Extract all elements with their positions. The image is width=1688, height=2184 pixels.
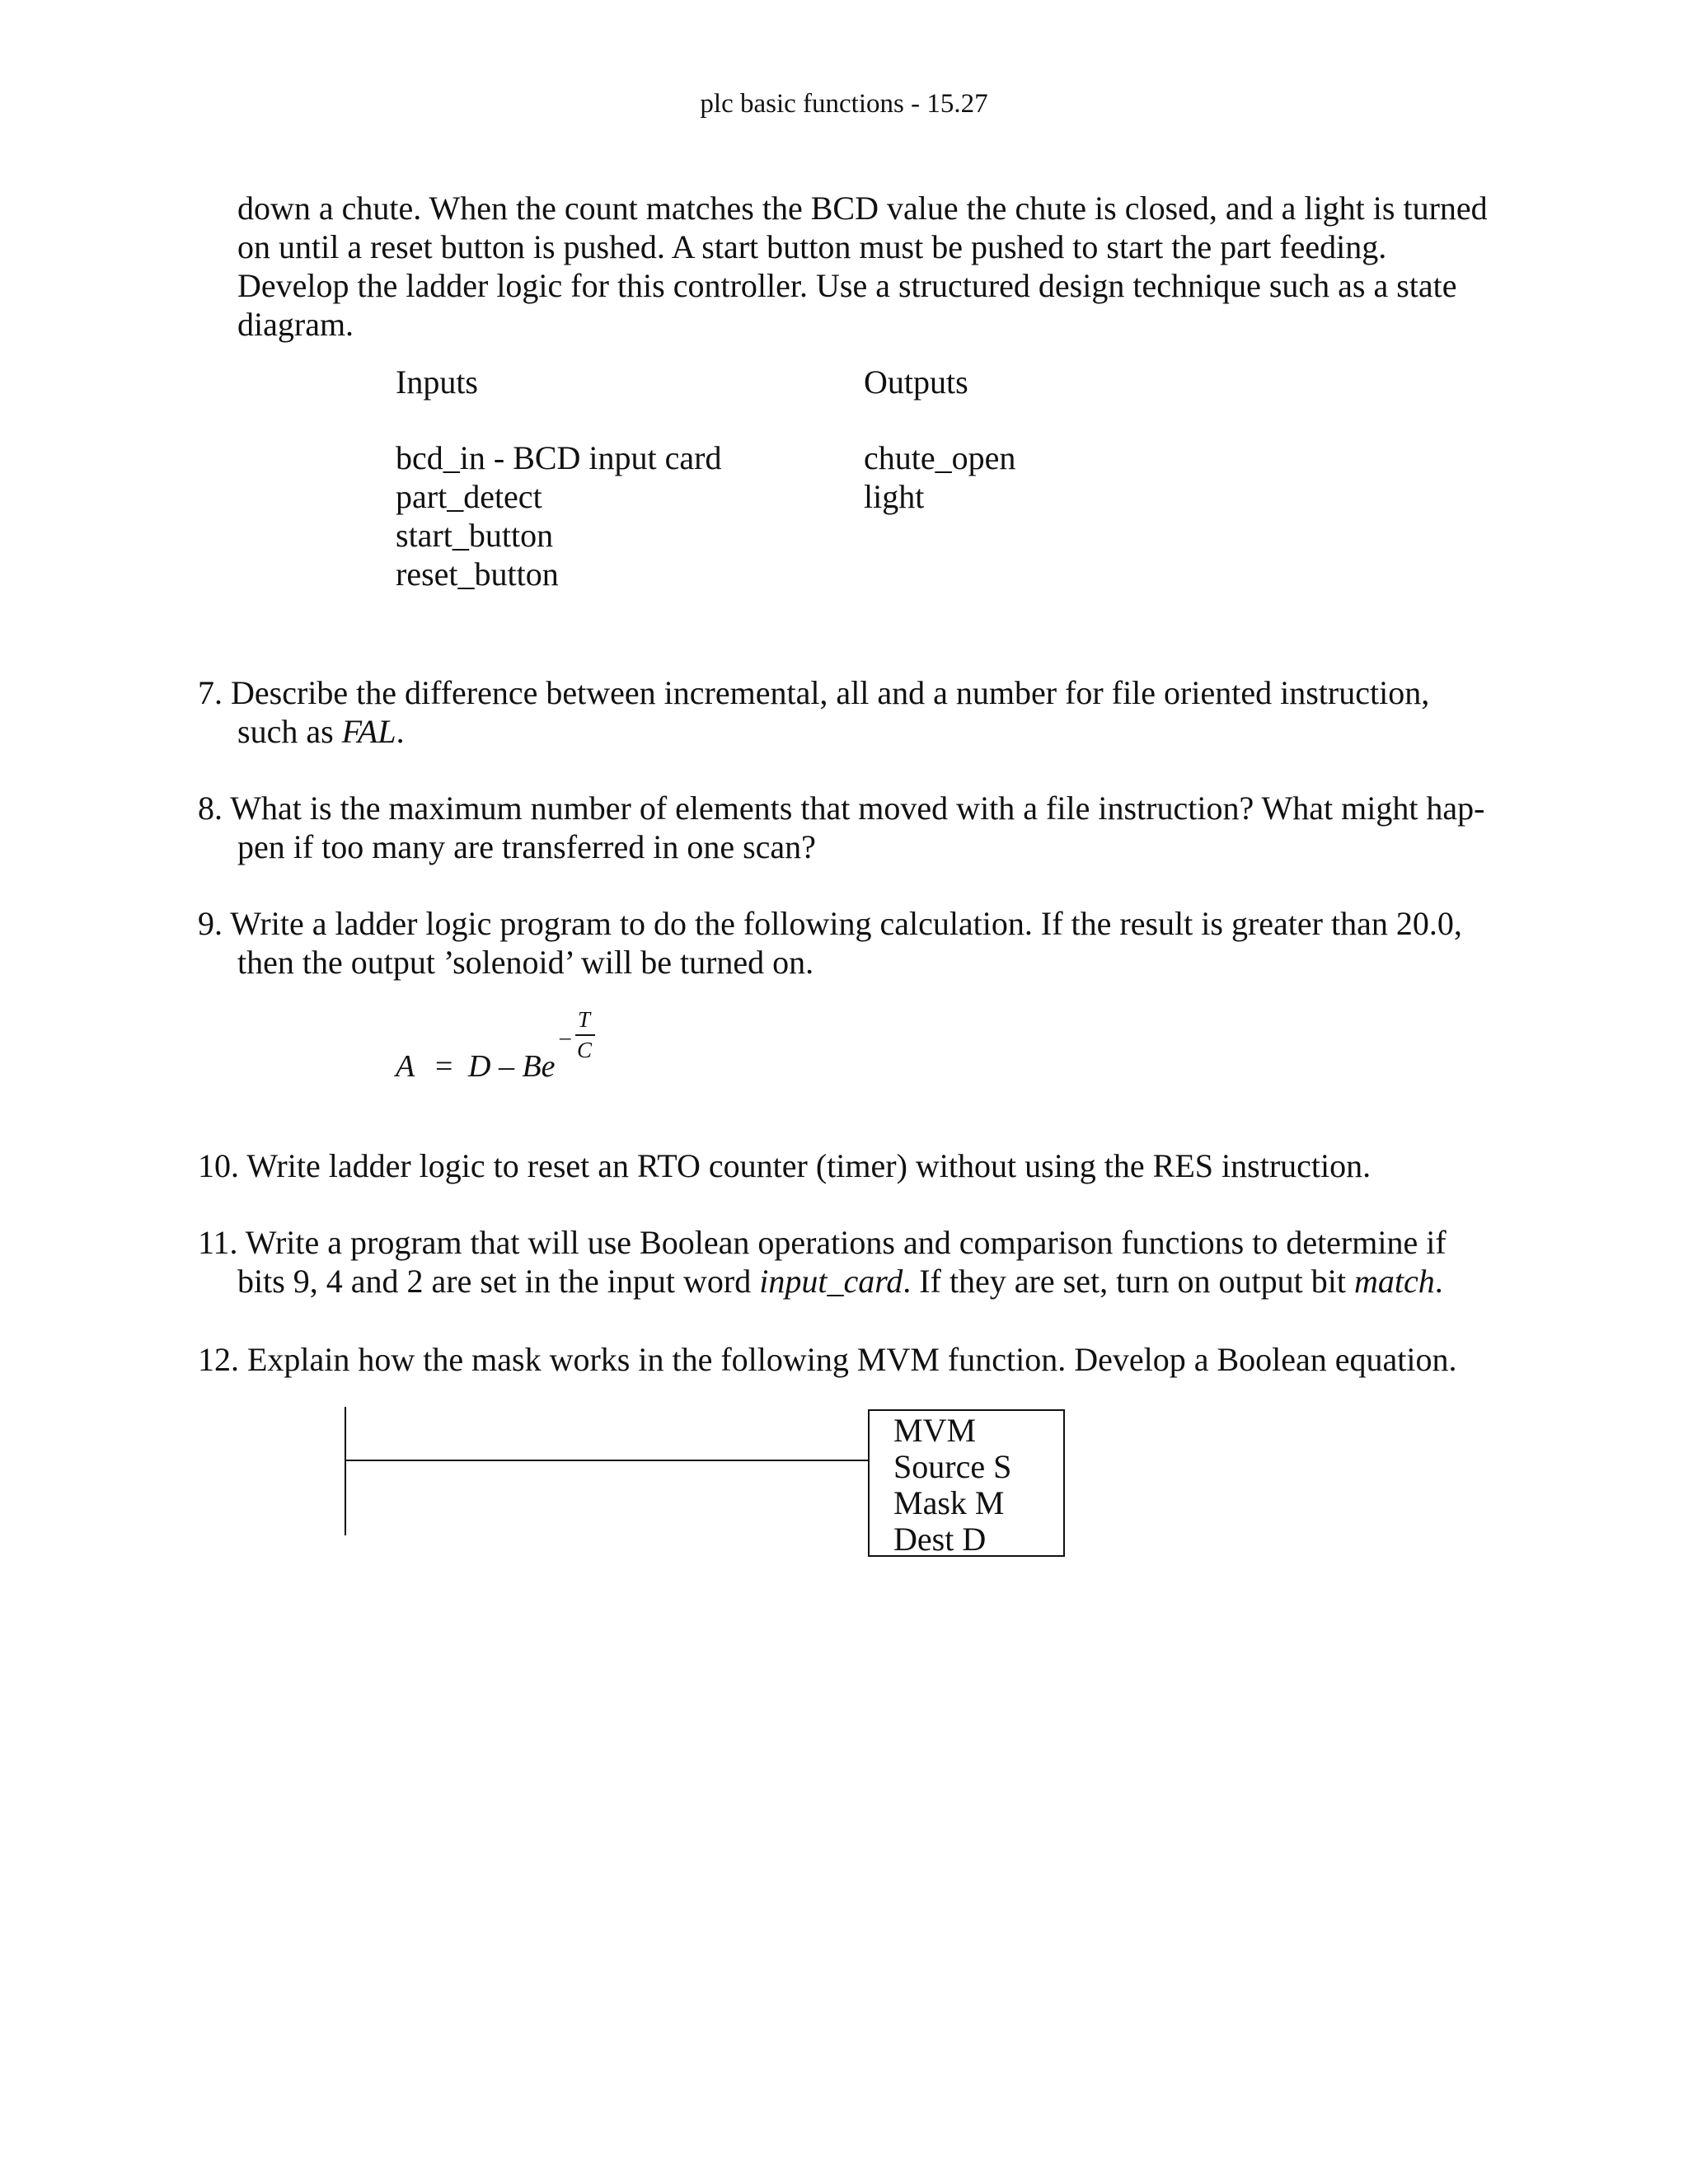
equation-exp-minus: – [560,1024,571,1049]
outputs-heading: Outputs [864,363,968,401]
page-header: plc basic functions - 15.27 [700,89,988,119]
mvm-block-title: MVM [893,1412,977,1449]
input-item: reset_button [396,555,559,593]
mvm-block-source: Source S [893,1448,1012,1485]
equation-exp-denominator: C [577,1038,593,1062]
q11-line-1: 11. Write a program that will use Boolean operations and comparison functions to determine if [198,1224,1447,1261]
equation-rhs: D – Be [468,1049,556,1084]
q10: 10. Write ladder logic to reset an RTO counter (timer) without using the RES instruction. [198,1147,1372,1184]
output-item: light [864,478,925,515]
intro-line-4: diagram. [237,306,354,343]
q12: 12. Explain how the mask works in the following MVM function. Develop a Boolean equation. [198,1341,1457,1378]
mvm-block-mask: Mask M [893,1484,1005,1521]
intro-line-1: down a chute. When the count matches the BCD value the chute is closed, and a light is turned [237,190,1488,227]
equation-fraction-bar [575,1034,595,1036]
ladder-left-rail [345,1407,346,1535]
q11-line-2: bits 9, 4 and 2 are set in the input word input_card. If they are set, turn on output bit match. [237,1263,1443,1300]
equation-equals: = [435,1049,453,1084]
q7-line-2: such as FAL. [237,713,405,750]
equation-lhs: A [396,1049,415,1084]
input-item: part_detect [396,478,542,515]
ladder-rung [345,1460,868,1461]
q8-line-2: pen if too many are transferred in one scan? [237,828,816,865]
equation-exp-numerator: T [578,1007,591,1032]
input-item: start_button [396,517,554,554]
output-item: chute_open [864,439,1016,476]
inputs-heading: Inputs [396,363,478,401]
q9-line-1: 9. Write a ladder logic program to do the following calculation. If the result is greater than 20.0, [198,905,1462,942]
q7-line-1: 7. Describe the difference between incremental, all and a number for file oriented instruction, [198,674,1430,711]
mvm-block-dest: Dest D [893,1521,987,1558]
intro-line-3: Develop the ladder logic for this controller. Use a structured design technique such as a state [237,267,1457,304]
q9-line-2: then the output ’solenoid’ will be turned on. [237,944,814,981]
intro-line-2: on until a reset button is pushed. A start button must be pushed to start the part feeding. [237,228,1387,265]
input-item: bcd_in - BCD input card [396,439,722,476]
q8-line-1: 8. What is the maximum number of elements that moved with a file instruction? What might hap- [198,790,1485,827]
